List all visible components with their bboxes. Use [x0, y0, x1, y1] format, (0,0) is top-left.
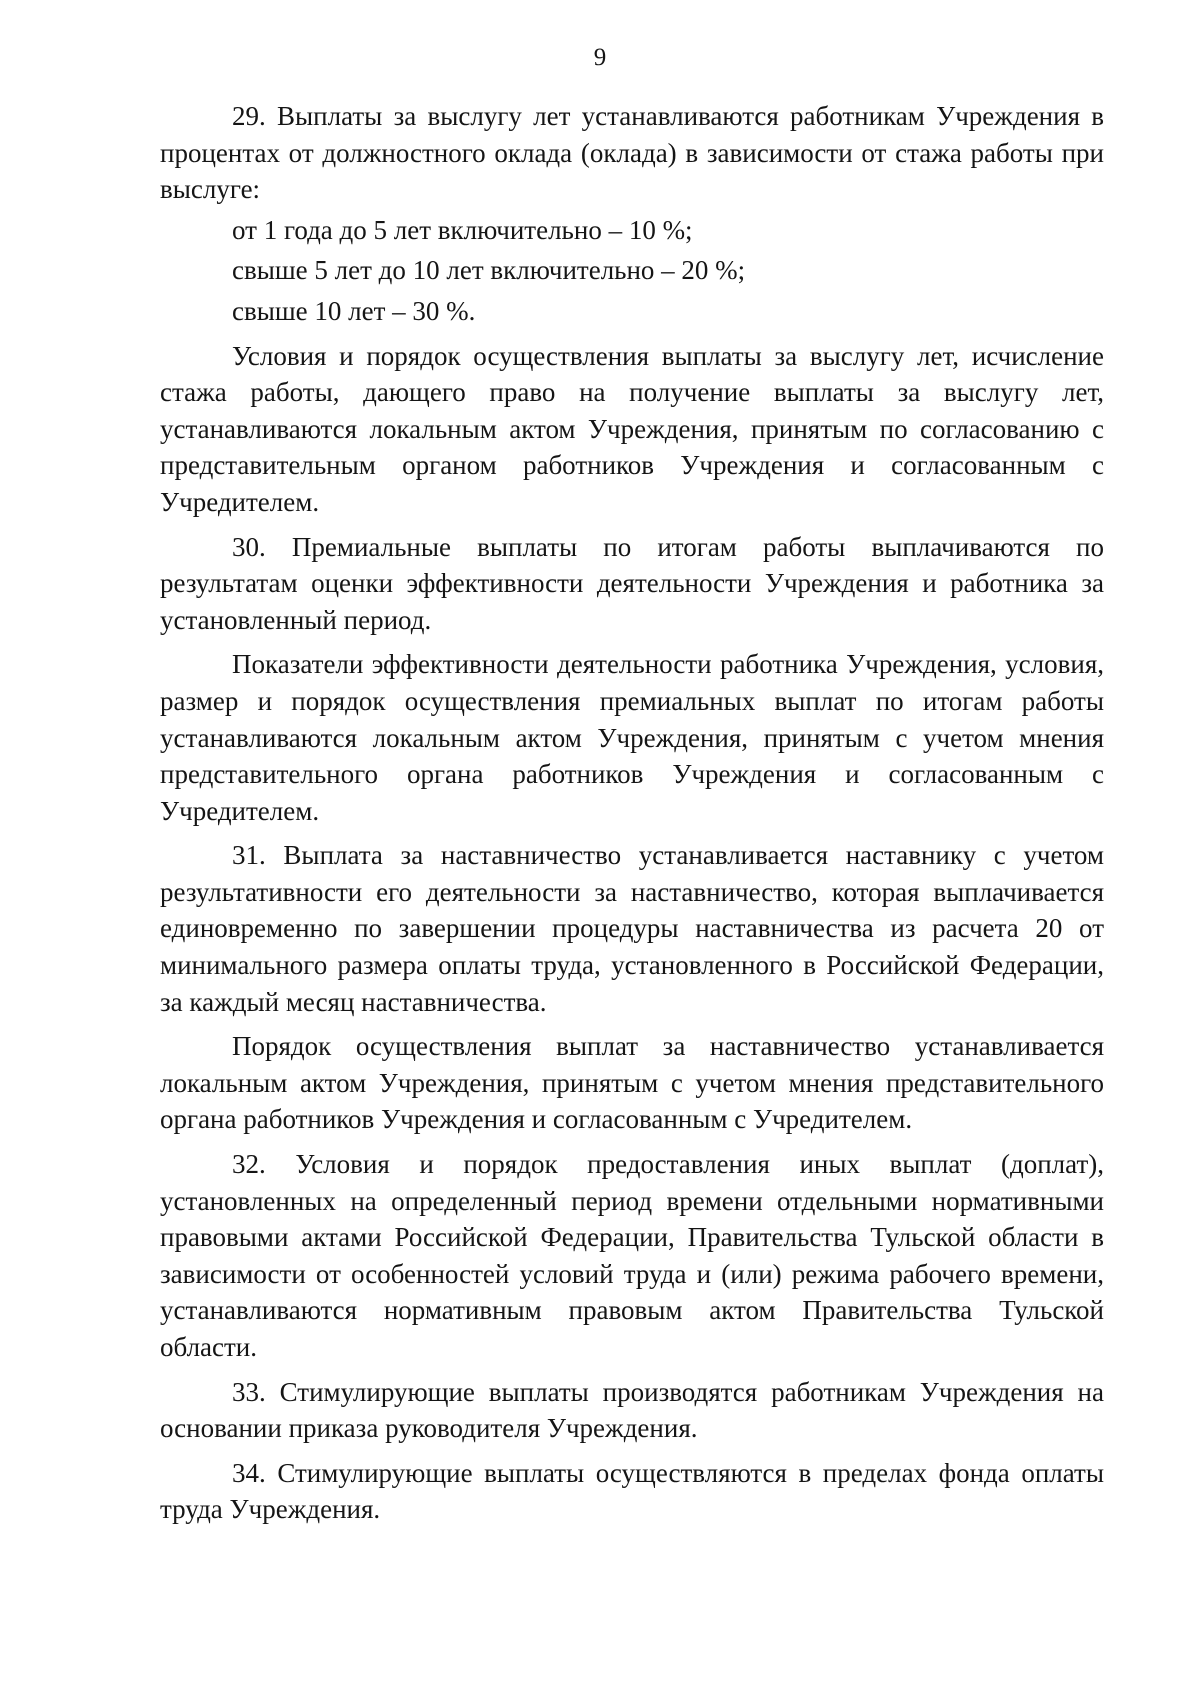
- document-body: [160, 98, 1104, 1528]
- paragraph-33: 33. Стимулирующие выплаты производятся работникам Учреждения на основании приказа руководителя Учреждения.: [160, 1376, 1104, 1444]
- list-item-seniority-2: свыше 5 лет до 10 лет включительно – 20 %;: [232, 255, 746, 286]
- paragraph-31-order: Порядок осуществления выплат за наставничество устанавливается локальным актом Учреждения, принятым с учетом мнения представительного органа работников Учреждения и согласованным с Учредителем.: [160, 1031, 1104, 1135]
- paragraph-30-indicators: Показатели эффективности деятельности работника Учреждения, условия, размер и порядок осуществления премиальных выплат по итогам работы устанавливаются локальным актом Учреждения, принятым с учетом мнения представительного органа работников Учреждения и согласованным с Учредителем.: [160, 649, 1104, 826]
- paragraph-29-intro: 29. Выплаты за выслугу лет устанавливаются работникам Учреждения в процентах от должностного оклада (оклада) в зависимости от стажа работы при выслуге:: [160, 101, 1104, 205]
- list-item-seniority-3: свыше 10 лет – 30 %.: [232, 295, 476, 326]
- paragraph-30: 30. Премиальные выплаты по итогам работы выплачиваются по результатам оценки эффективности деятельности Учреждения и работника за установленный период.: [160, 531, 1104, 635]
- paragraph-29-conditions: Условия и порядок осуществления выплаты за выслугу лет, исчисление стажа работы, дающего право на получение выплаты за выслугу лет, устанавливаются локальным актом Учреждения, принятым по согласованию с представительным органом работников Учреждения и согласованным с Учредителем.: [160, 340, 1104, 517]
- paragraph-31: 31. Выплата за наставничество устанавливается наставнику с учетом результативности его деятельности за наставничество, которая выплачивается единовременно по завершении процедуры наставничества из расчета 20 от минимального размера оплаты труда, установленного в Российской Федерации, за каждый месяц наставничества.: [160, 840, 1104, 1017]
- list-item-seniority-1: от 1 года до 5 лет включительно – 10 %;: [232, 214, 693, 245]
- paragraph-34: 34. Стимулирующие выплаты осуществляются в пределах фонда оплаты труда Учреждения.: [160, 1457, 1104, 1525]
- page-number: 9: [593, 44, 607, 71]
- paragraph-32: 32. Условия и порядок предоставления иных выплат (доплат), установленных на определенный период времени отдельными нормативными правовыми актами Российской Федерации, Правительства Тульской области в зависимости от особенностей условий труда и (или) режима рабочего времени, устанавливаются нормативным правовым актом Правительства Тульской области.: [160, 1149, 1104, 1362]
